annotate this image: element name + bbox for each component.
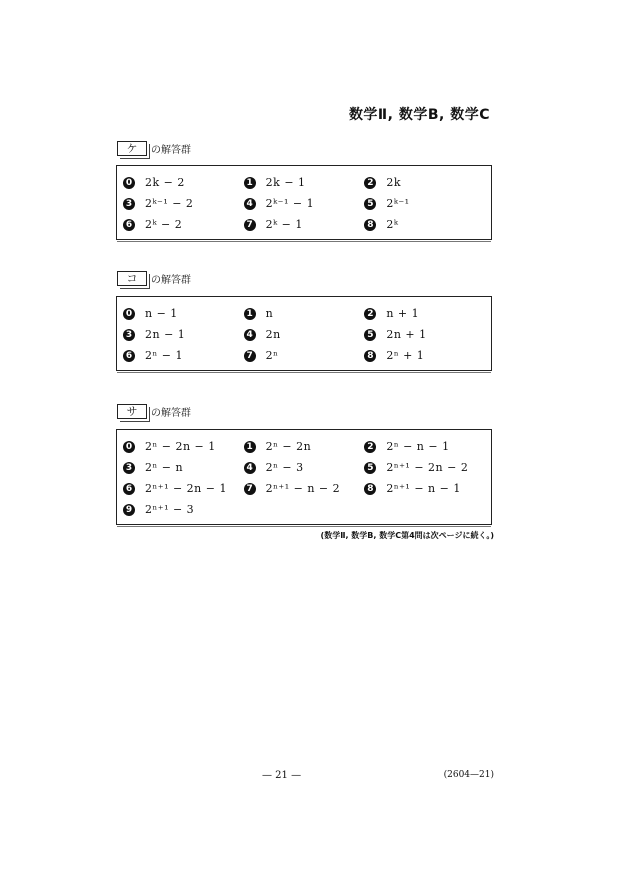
answer-slot-label: コ xyxy=(117,271,147,286)
choice-expression: 2ᵏ − 2 xyxy=(145,218,183,231)
choice-item xyxy=(123,461,244,474)
answer-choices-ko xyxy=(116,296,492,371)
choice-row xyxy=(123,172,485,193)
choice-expression: 2ⁿ − 2n − 1 xyxy=(145,440,216,453)
choice-item xyxy=(244,307,365,320)
choice-number: 6 xyxy=(123,219,135,231)
choice-expression: 2k − 1 xyxy=(265,176,306,189)
choice-item xyxy=(123,349,244,362)
choice-number: 1 xyxy=(244,177,256,189)
choice-item xyxy=(364,218,485,231)
choice-number: 0 xyxy=(123,177,135,189)
choice-expression: n − 1 xyxy=(145,307,178,320)
choice-row xyxy=(123,214,485,235)
choice-number: 8 xyxy=(364,219,376,231)
choice-row xyxy=(123,193,485,214)
choice-item xyxy=(123,307,244,320)
choice-item xyxy=(244,197,365,210)
choice-expression: n xyxy=(265,307,274,320)
choice-item xyxy=(244,328,365,341)
choice-expression: 2ᵏ⁻¹ − 2 xyxy=(145,197,194,210)
continued-note: (数学Ⅱ, 数学B, 数学C第4問は次ページに続く。) xyxy=(320,531,494,540)
choice-expression: 2ⁿ − n − 1 xyxy=(386,440,450,453)
choice-row xyxy=(123,499,485,520)
choice-item xyxy=(244,349,365,362)
choice-expression: 2ⁿ⁺¹ − 3 xyxy=(145,503,195,516)
choice-item xyxy=(123,197,244,210)
choice-item xyxy=(364,176,485,189)
answer-group-title-sa xyxy=(117,403,191,419)
choice-expression: n + 1 xyxy=(386,307,420,320)
choice-number: 4 xyxy=(244,198,256,210)
answer-group-title-ke xyxy=(117,140,191,156)
choice-row xyxy=(123,478,485,499)
choice-item xyxy=(244,176,365,189)
choice-number: 0 xyxy=(123,441,135,453)
choice-expression: 2ᵏ⁻¹ xyxy=(386,197,410,210)
choice-expression: 2ⁿ − 1 xyxy=(145,349,183,362)
choice-expression: 2k xyxy=(386,176,402,189)
choice-number: 3 xyxy=(123,198,135,210)
choice-item xyxy=(123,482,244,495)
choice-row xyxy=(123,303,485,324)
choice-number: 7 xyxy=(244,219,256,231)
choice-expression: 2ᵏ xyxy=(386,218,399,231)
answer-group-suffix: の解答群 xyxy=(151,274,191,286)
choice-number: 6 xyxy=(123,483,135,495)
choice-number: 2 xyxy=(364,177,376,189)
choice-number: 7 xyxy=(244,350,256,362)
choice-number: 2 xyxy=(364,441,376,453)
choice-number: 5 xyxy=(364,462,376,474)
choice-item xyxy=(364,440,485,453)
choice-number: 7 xyxy=(244,483,256,495)
choice-item xyxy=(244,461,365,474)
choice-number: 3 xyxy=(123,462,135,474)
choice-expression: 2ᵏ⁻¹ − 1 xyxy=(265,197,315,210)
answer-group-suffix: の解答群 xyxy=(151,407,191,419)
answer-choices-sa xyxy=(116,429,492,525)
choice-expression: 2ⁿ − 2n xyxy=(265,440,312,453)
answer-group-title-ko xyxy=(117,270,191,286)
choice-number: 5 xyxy=(364,198,376,210)
answer-group-suffix: の解答群 xyxy=(151,144,191,156)
answer-slot-label: ケ xyxy=(117,141,147,156)
choice-number: 4 xyxy=(244,329,256,341)
answer-choices-ke xyxy=(116,165,492,240)
choice-number: 9 xyxy=(123,504,135,516)
choice-expression: 2ⁿ⁺¹ − n − 1 xyxy=(386,482,461,495)
choice-expression: 2ⁿ⁺¹ − n − 2 xyxy=(265,482,341,495)
choice-item xyxy=(364,197,485,210)
choice-number: 4 xyxy=(244,462,256,474)
choice-item xyxy=(364,307,485,320)
choice-item xyxy=(123,328,244,341)
choice-expression: 2n − 1 xyxy=(145,328,186,341)
choice-item xyxy=(123,176,244,189)
choice-number: 1 xyxy=(244,308,256,320)
choice-expression: 2n + 1 xyxy=(386,328,427,341)
choice-number: 1 xyxy=(244,441,256,453)
choice-expression: 2ᵏ − 1 xyxy=(265,218,303,231)
subject-title: 数学Ⅱ, 数学B, 数学C xyxy=(348,107,490,123)
page-number: — 21 — xyxy=(262,770,302,781)
choice-expression: 2ⁿ xyxy=(265,349,279,362)
choice-item xyxy=(123,218,244,231)
choice-item xyxy=(123,503,247,516)
choice-item xyxy=(244,218,365,231)
choice-expression: 2ⁿ − n xyxy=(145,461,184,474)
choice-number: 5 xyxy=(364,329,376,341)
choice-item xyxy=(244,440,365,453)
choice-expression: 2ⁿ + 1 xyxy=(386,349,425,362)
choice-item xyxy=(364,328,485,341)
choice-number: 0 xyxy=(123,308,135,320)
choice-row xyxy=(123,324,485,345)
choice-expression: 2ⁿ⁺¹ − 2n − 2 xyxy=(386,461,469,474)
page-code: (2604—21) xyxy=(443,770,494,780)
choice-number: 8 xyxy=(364,483,376,495)
choice-expression: 2ⁿ − 3 xyxy=(265,461,304,474)
choice-expression: 2k − 2 xyxy=(145,176,185,189)
choice-item xyxy=(364,461,485,474)
choice-row xyxy=(123,436,485,457)
choice-item xyxy=(123,440,244,453)
choice-number: 6 xyxy=(123,350,135,362)
answer-slot-label: サ xyxy=(117,404,147,419)
choice-item xyxy=(364,349,485,362)
choice-row xyxy=(123,345,485,366)
choice-number: 3 xyxy=(123,329,135,341)
choice-expression: 2ⁿ⁺¹ − 2n − 1 xyxy=(145,482,227,495)
choice-item xyxy=(364,482,485,495)
choice-item xyxy=(244,482,365,495)
choice-row xyxy=(123,457,485,478)
choice-number: 2 xyxy=(364,308,376,320)
choice-expression: 2n xyxy=(265,328,281,341)
choice-number: 8 xyxy=(364,350,376,362)
